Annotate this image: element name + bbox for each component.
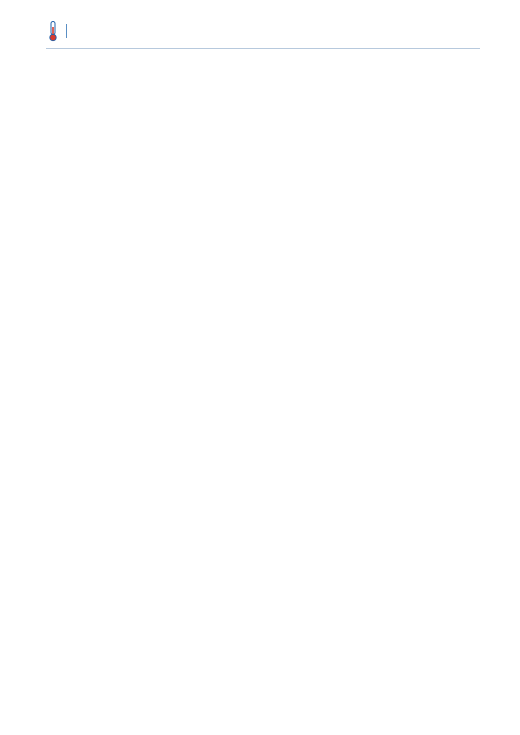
header-separator [66,24,67,38]
main-text [46,61,480,701]
thermometer-icon [46,20,60,42]
running-header [46,18,480,44]
header-rule [46,48,480,49]
